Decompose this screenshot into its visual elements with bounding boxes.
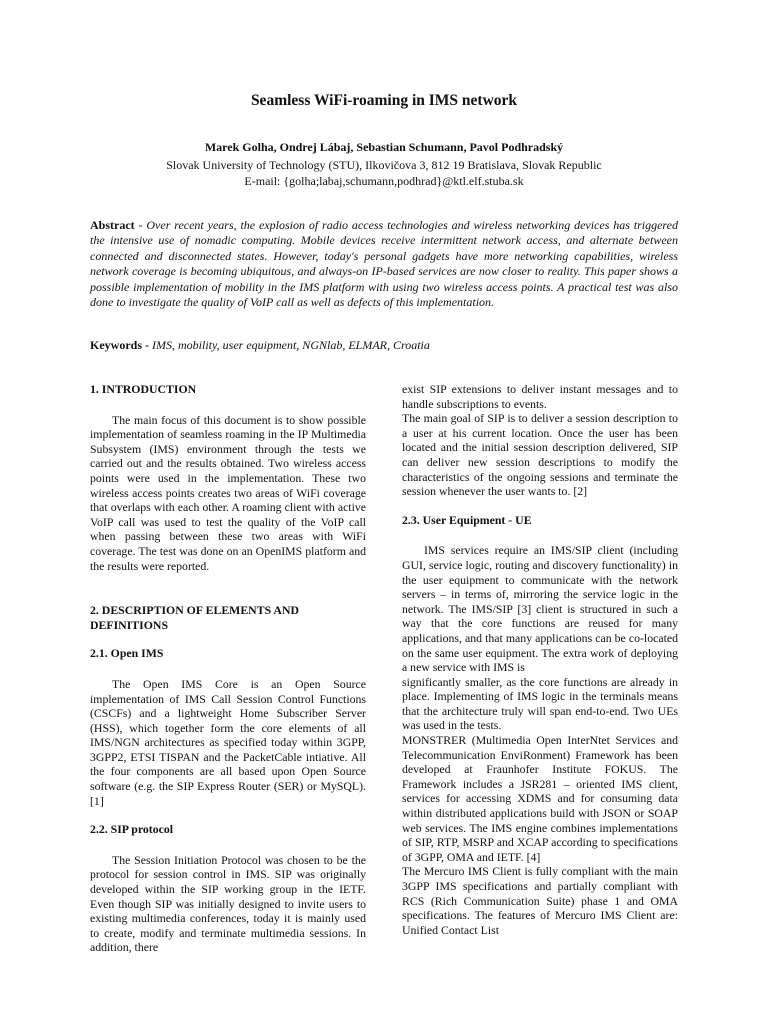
email-line: E-mail: {golha;labaj,schumann,podhrad}@ktl.elf.stuba.sk bbox=[244, 174, 524, 188]
ue-paragraph-1: IMS services require an IMS/SIP client (including GUI, service logic, routing and discovery functionality) in the user equipment to communicate with the network servers – in terms of, mirroring the service logic in the network. The IMS/SIP [3] client is structured in such a way that the core functions are reused for many applications, and that many applications can be co-located on the same user equipment. The extra work of deploying a new service with IMS is bbox=[402, 543, 678, 675]
intro-paragraph: The main focus of this document is to show possible implementation of seamless roaming in the IP Multimedia Subsystem (IMS) environment through the tests we carried out and the results obtained. Two wireless access points were used in the implementation. These two wireless access points creates two areas of WiFi coverage that overlaps with each other. A roaming client with active VoIP call was used to test the quality of the VoIP call when passing between these two areas with WiFi coverage. The test was done on an OpenIMS platform and the results were reported. bbox=[90, 412, 366, 573]
abstract bbox=[90, 218, 678, 310]
ue-paragraph-2: significantly smaller, as the core functions are already in place. Implementing of IMS logic in the terminals means that the architecture truly will span end-to-end. Two UEs was used in the tests. bbox=[402, 674, 678, 733]
author-list: Marek Golha, Ondrej Lábaj, Sebastian Schumann, Pavol Podhradský bbox=[204, 140, 564, 154]
paper-title: Seamless WiFi-roaming in IMS network bbox=[250, 92, 518, 109]
ue-paragraph-3: MONSTRER (Multimedia Open InterNtet Services and Telecommunication EnviRonment) Framework has been developed at Fraunhofer Institute FOKUS. The Framework includes a JSR281 – oriented IMS client, services for accessing XDMS and for consuming data within distributed applications build with JSON or SOAP web services. The IMS engine combines implementations of SIP, RTP, MSRP and XCAP according to specifications of 3GPP, OMA and IETF. [4] bbox=[402, 733, 678, 864]
heading-user-equipment: 2.3. User Equipment - UE bbox=[402, 512, 532, 527]
ue-paragraph-4: The Mercuro IMS Client is fully compliant with the main 3GPP IMS specifications and partially compliant with RCS (Rich Communication Suite) phase 1 and OMA specifications. The features of Mercuro IMS Client are: Unified Contact List bbox=[402, 864, 678, 937]
sip-continued-2: The main goal of SIP is to deliver a session description to a user at his current location. Once the user has been located and the initial session description delivered, SIP can deliver new session descriptions to modify the characteristics of the ongoing sessions and terminate the session whenever the user wants to. [2] bbox=[402, 411, 678, 499]
sip-paragraph: The Session Initiation Protocol was chosen to be the protocol for session control in IMS. SIP was originally developed within the SIP working group in the IETF. Even though SIP was initially designed to invite users to existing multimedia conferences, today it is mainly used to create, modify and terminate multimedia sessions. In addition, there bbox=[90, 852, 366, 955]
heading-open-ims: 2.1. Open IMS bbox=[90, 646, 164, 661]
left-column bbox=[90, 382, 366, 955]
affiliation: Slovak University of Technology (STU), Ilkovičova 3, 812 19 Bratislava, Slovak Republic bbox=[166, 158, 602, 172]
sip-continued-1: exist SIP extensions to deliver instant messages and to handle subscriptions to events. bbox=[402, 382, 678, 411]
keywords-label: Keywords - bbox=[90, 338, 152, 352]
right-column bbox=[402, 382, 678, 937]
heading-introduction: 1. INTRODUCTION bbox=[90, 382, 197, 396]
abstract-label: Abstract bbox=[90, 218, 135, 232]
heading-sip: 2.2. SIP protocol bbox=[90, 822, 174, 837]
keywords-text: IMS, mobility, user equipment, NGNlab, ELMAR, Croatia bbox=[152, 338, 430, 352]
abstract-dash: - bbox=[134, 218, 147, 232]
heading-description: 2. DESCRIPTION OF ELEMENTS AND DEFINITIONS bbox=[90, 603, 299, 632]
keywords bbox=[90, 338, 678, 353]
abstract-text: Over recent years, the explosion of radio access technologies and wireless networking devices has triggered the intensive use of nomadic computing. Mobile devices receive intermittent network access, and alternate between connected and disconnected states. However, today's personal gadgets have more networking capabilities, wireless network coverage is becoming ubiquitous, and always-on IP-based services are now closer to reality. This paper shows a possible implementation of mobility in the IMS platform with using two wireless access points. A practical test was also done to investigate the quality of VoIP call as well as defects of this implementation. bbox=[90, 218, 678, 310]
open-ims-paragraph: The Open IMS Core is an Open Source implementation of IMS Call Session Control Functions (CSCFs) and a lightweight Home Subscriber Server (HSS), which together form the core elements of all IMS/NGN architectures as specified today within 3GPP, 3GPP2, ETSI TISPAN and the PacketCable intiative. All the four components are all based upon Open Source software (e.g. the SIP Express Router (SER) or MySQL). [1] bbox=[90, 676, 366, 808]
